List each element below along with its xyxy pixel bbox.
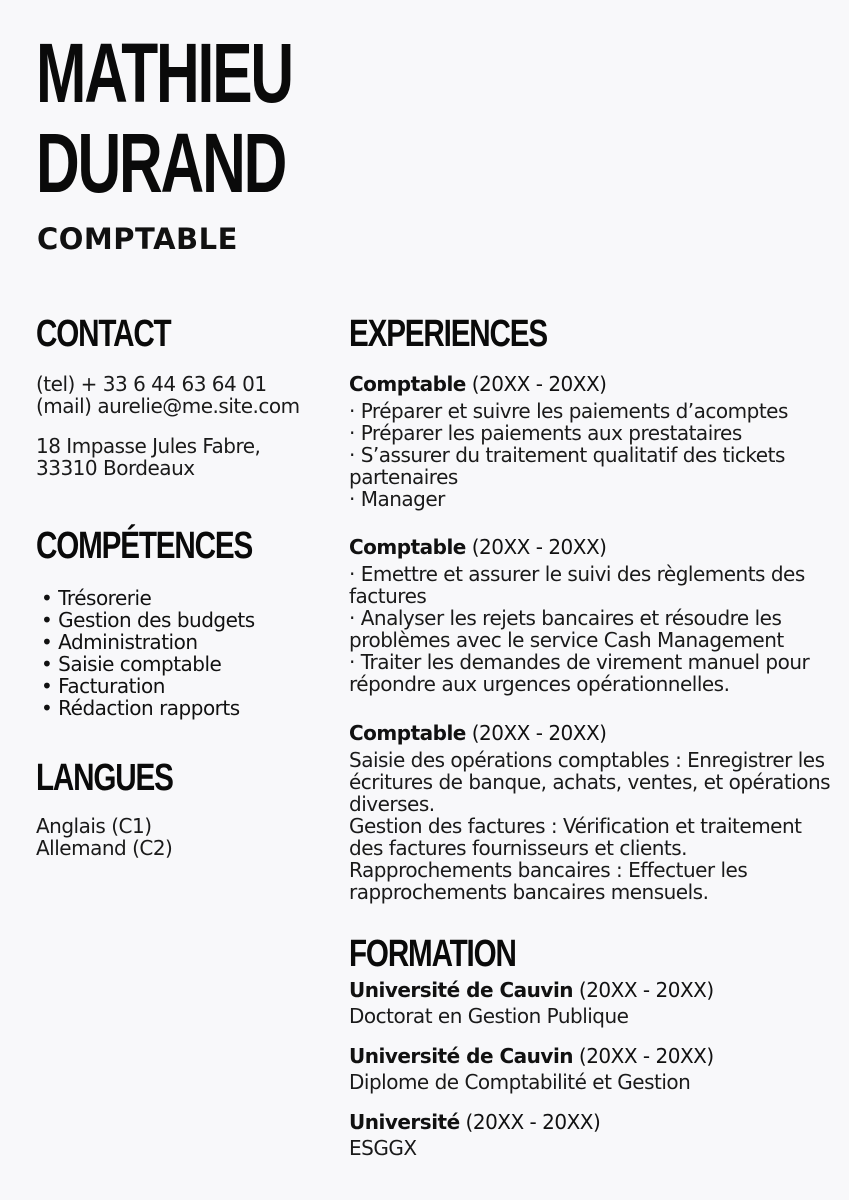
education-entry: [349, 979, 839, 1027]
job-line: · Emettre et assurer le suivi des règlements des factures: [349, 562, 805, 608]
contact-tel: (tel) + 33 6 44 63 64 01: [36, 372, 267, 396]
last-name: DURAND: [36, 116, 286, 210]
education-entry: [349, 1111, 839, 1159]
candidate-name: [36, 28, 292, 208]
job-dates: (20XX - 20XX): [465, 372, 607, 396]
education-header: [349, 1111, 839, 1133]
contact-section: [36, 314, 326, 479]
school-name: Université: [349, 1110, 460, 1134]
education-dates: (20XX - 20XX): [459, 1110, 601, 1134]
competences-section: [36, 526, 326, 719]
job-entry: [349, 373, 839, 510]
langue-item: Anglais (C1): [36, 814, 152, 838]
formation-heading: FORMATION: [349, 933, 516, 975]
education-header: [349, 979, 839, 1001]
job-line: · S’assurer du traitement qualitatif des tickets partenaires: [349, 443, 785, 489]
list-item: • Administration: [41, 630, 198, 654]
formation-section: [349, 934, 839, 1159]
list-item: • Rédaction rapports: [41, 696, 240, 720]
job-line: · Préparer les paiements aux prestataires: [349, 421, 742, 445]
langues-heading: LANGUES: [36, 757, 173, 799]
competences-heading: COMPÉTENCES: [36, 525, 253, 567]
job-line: Saisie des opérations comptables : Enregistrer les écritures de banque, achats, ventes, et opérations diverses.: [349, 748, 831, 816]
job-header: [349, 373, 839, 395]
job-header: [349, 722, 839, 744]
competences-list: [36, 587, 326, 719]
job-title: Comptable: [349, 372, 466, 396]
school-name: Université de Cauvin: [349, 978, 574, 1002]
job-header: [349, 536, 839, 558]
experiences-section: [349, 314, 839, 903]
langue-item: Allemand (C2): [36, 836, 173, 860]
job-line: · Analyser les rejets bancaires et résoudre les problèmes avec le service Cash Management: [349, 606, 784, 652]
contact-heading: CONTACT: [36, 313, 171, 355]
job-dates: (20XX - 20XX): [465, 721, 607, 745]
degree-name: Doctorat en Gestion Publique: [349, 1004, 629, 1028]
job-dates: (20XX - 20XX): [465, 535, 607, 559]
education-header: [349, 1045, 839, 1067]
degree-name: Diplome de Comptabilité et Gestion: [349, 1070, 691, 1094]
list-item: • Trésorerie: [41, 586, 152, 610]
job-entry: [349, 536, 839, 695]
job-line: · Manager: [349, 487, 445, 511]
contact-address-line1: 18 Impasse Jules Fabre,: [36, 434, 261, 458]
job-title: COMPTABLE: [37, 222, 238, 256]
langues-section: [36, 758, 326, 859]
degree-name: ESGGX: [349, 1136, 417, 1160]
first-name: MATHIEU: [36, 26, 292, 120]
job-line: Rapprochements bancaires : Effectuer les rapprochements bancaires mensuels.: [349, 858, 748, 904]
education-dates: (20XX - 20XX): [573, 1044, 714, 1068]
job-entry: [349, 722, 839, 903]
school-name: Université de Cauvin: [349, 1044, 574, 1068]
job-title: Comptable: [349, 721, 466, 745]
job-line: · Traiter les demandes de virement manuel pour répondre aux urgences opérationnelles.: [349, 650, 810, 696]
list-item: • Saisie comptable: [41, 652, 222, 676]
contact-mail: (mail) aurelie@me.site.com: [36, 394, 300, 418]
contact-address-line2: 33310 Bordeaux: [36, 456, 195, 480]
experiences-heading: EXPERIENCES: [349, 313, 547, 355]
list-item: • Gestion des budgets: [41, 608, 255, 632]
education-dates: (20XX - 20XX): [573, 978, 714, 1002]
education-entry: [349, 1045, 839, 1093]
job-line: · Préparer et suivre les paiements d’acomptes: [349, 399, 788, 423]
list-item: • Facturation: [41, 674, 165, 698]
job-line: Gestion des factures : Vérification et traitement des factures fournisseurs et clients.: [349, 814, 802, 860]
job-title: Comptable: [349, 535, 466, 559]
